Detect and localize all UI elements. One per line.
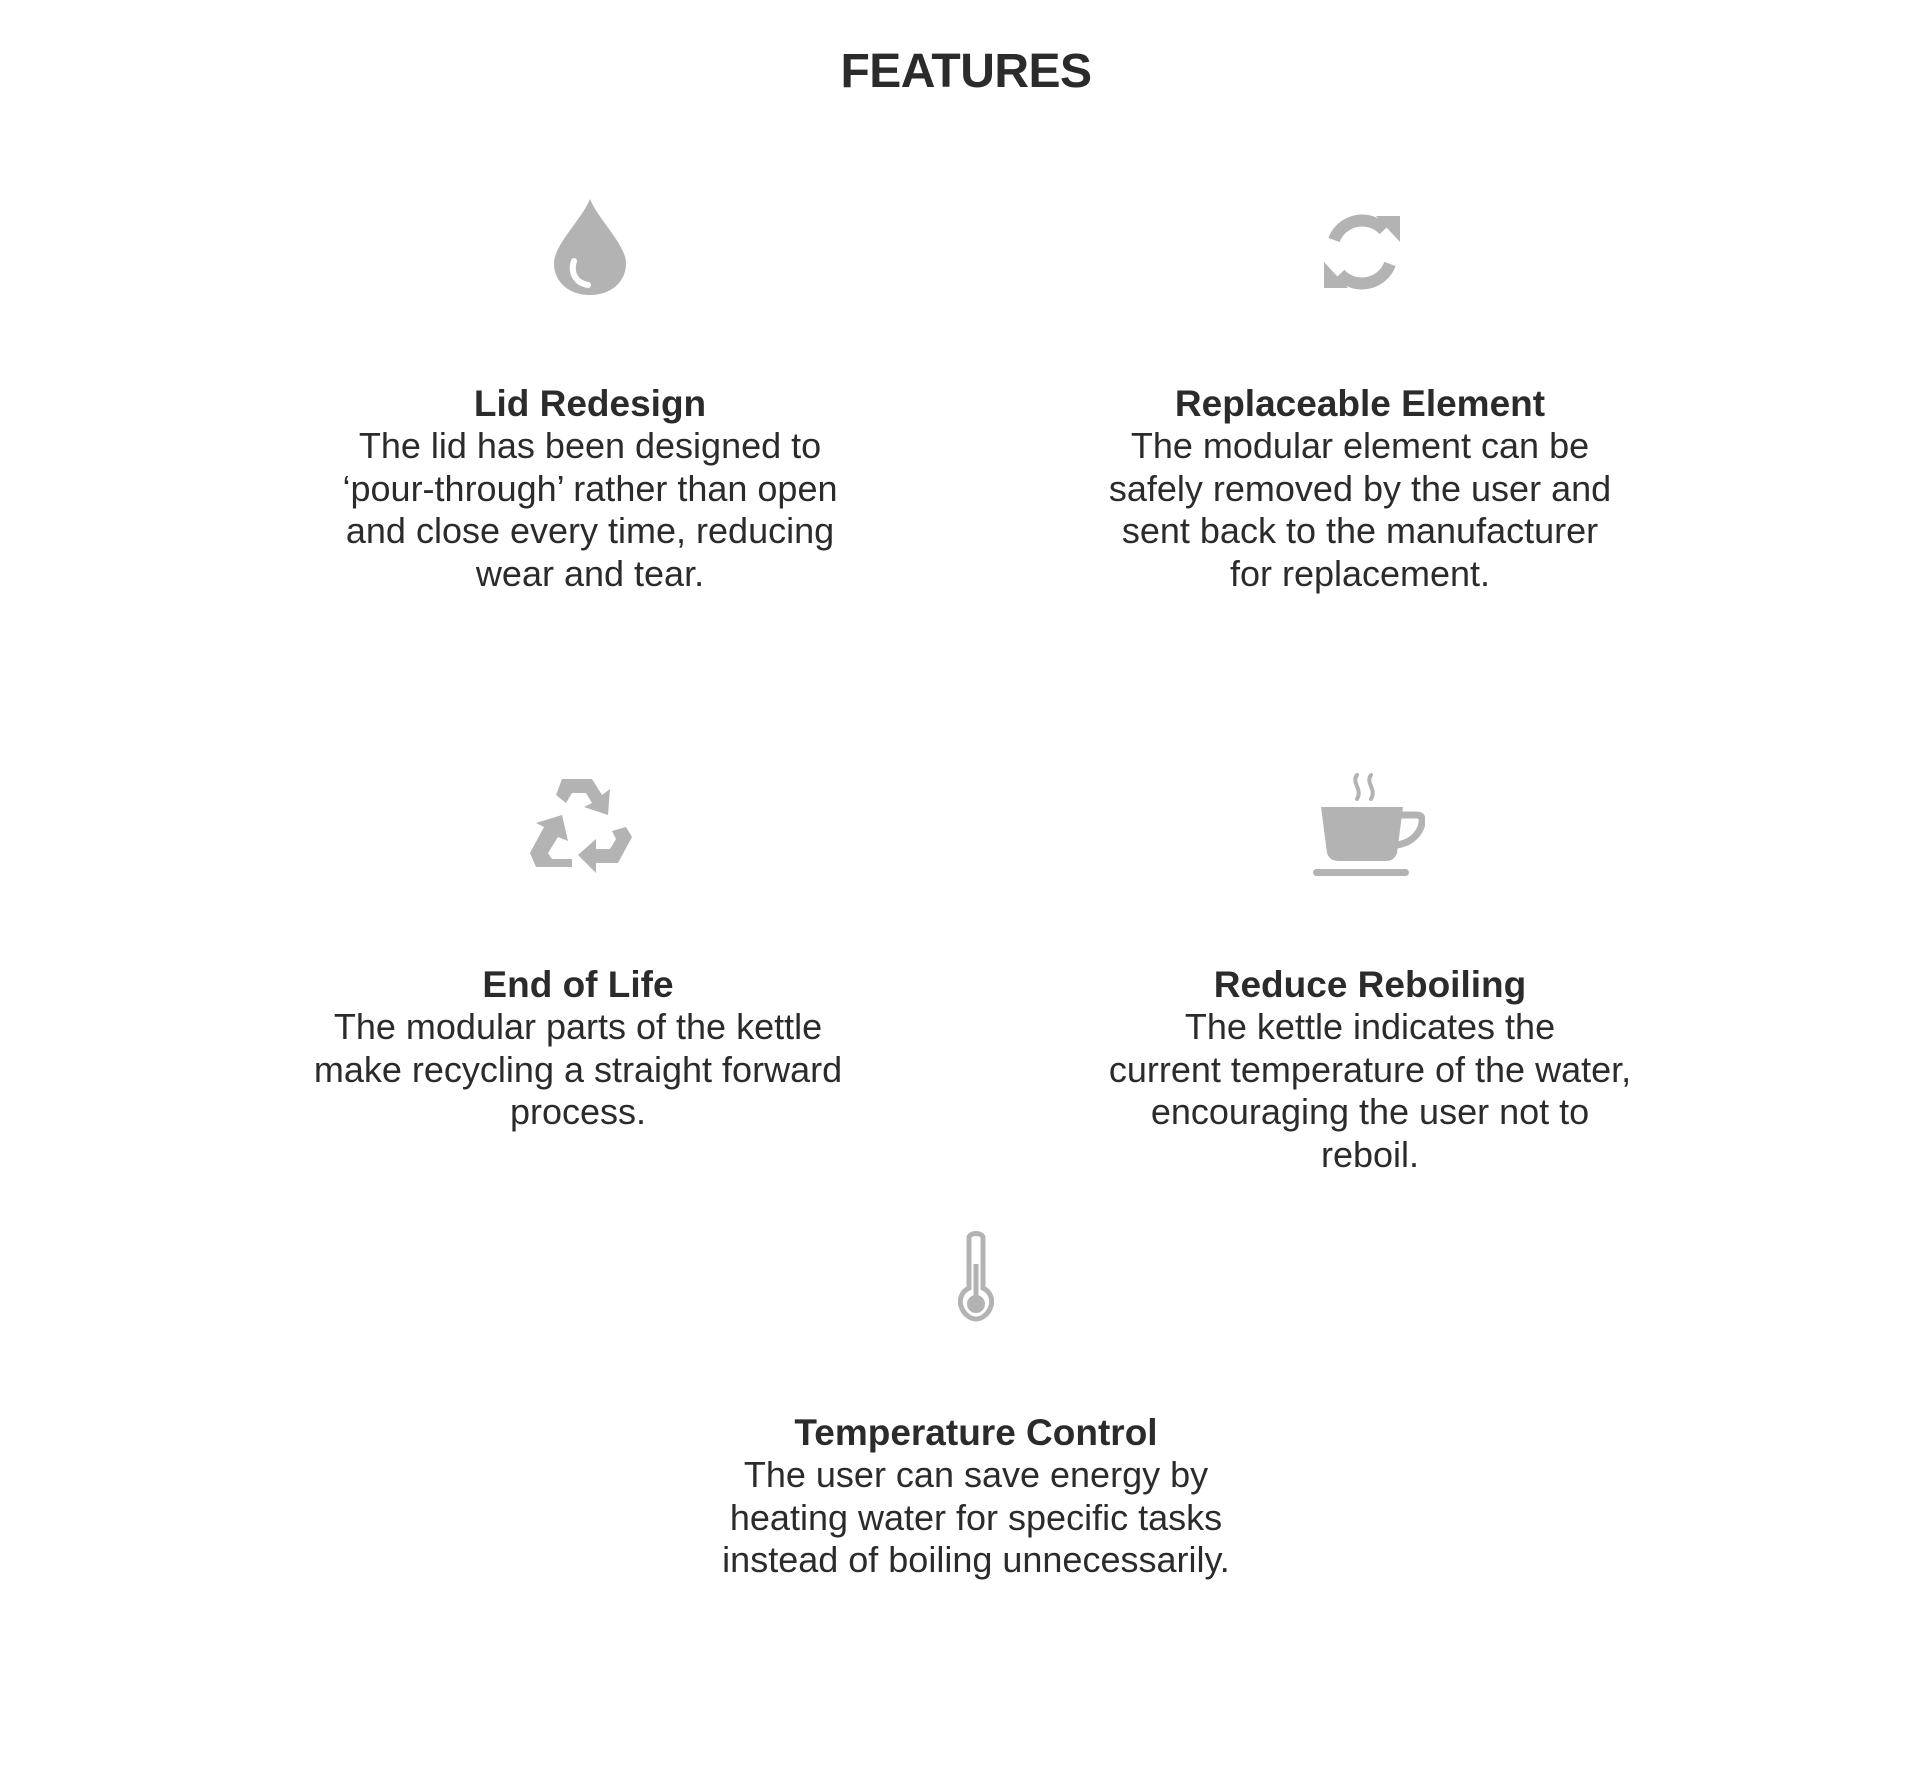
description-line: The modular parts of the kettle bbox=[333, 1006, 823, 1047]
feature-replaceable-element bbox=[1060, 190, 1660, 610]
description-line: for replacement. bbox=[1229, 552, 1491, 594]
description-line: The kettle indicates the bbox=[1184, 1006, 1556, 1047]
description-line: and close every time, reducing bbox=[345, 510, 835, 551]
description-line: The modular element can be bbox=[1130, 425, 1590, 466]
feature-lid-redesign bbox=[290, 190, 890, 610]
feature-title: Temperature Control bbox=[794, 1412, 1158, 1453]
feature-text bbox=[1070, 963, 1670, 1176]
feature-description bbox=[1070, 1006, 1670, 1176]
description-line: heating water for specific tasks bbox=[729, 1496, 1223, 1538]
feature-description bbox=[1060, 425, 1660, 595]
feature-title: Replaceable Element bbox=[1174, 383, 1546, 424]
feature-description bbox=[278, 1006, 878, 1134]
description-line: safely removed by the user and bbox=[1108, 467, 1612, 509]
feature-title: Lid Redesign bbox=[473, 383, 707, 424]
feature-text bbox=[278, 963, 878, 1134]
description-line: current temperature of the water, bbox=[1108, 1048, 1632, 1090]
feature-description bbox=[676, 1454, 1276, 1582]
feature-text bbox=[1060, 382, 1660, 595]
feature-title: End of Life bbox=[482, 964, 674, 1005]
feature-title: Reduce Reboiling bbox=[1213, 964, 1527, 1005]
feature-text bbox=[676, 1411, 1276, 1582]
feature-end-of-life bbox=[278, 770, 878, 1150]
description-line: process. bbox=[509, 1091, 647, 1132]
feature-description bbox=[290, 425, 890, 595]
refresh-arrows-icon bbox=[1322, 210, 1402, 294]
feature-reduce-reboiling bbox=[1070, 770, 1670, 1190]
description-line: The lid has been designed to bbox=[358, 425, 822, 466]
description-line: wear and tear. bbox=[475, 552, 705, 594]
feature-text bbox=[290, 382, 890, 595]
description-line: The user can save energy by bbox=[743, 1454, 1209, 1495]
thermometer-icon bbox=[958, 1230, 994, 1322]
recycle-icon bbox=[528, 775, 634, 875]
page-title: FEATURES bbox=[840, 45, 1092, 98]
description-line: make recycling a straight forward bbox=[313, 1048, 843, 1090]
description-line: encouraging the user not to bbox=[1150, 1091, 1590, 1132]
description-line: sent back to the manufacturer bbox=[1121, 510, 1599, 551]
description-line: ‘pour-through’ rather than open bbox=[342, 467, 838, 509]
description-line: instead of boiling unnecessarily. bbox=[722, 1539, 1230, 1580]
hot-cup-icon bbox=[1313, 769, 1425, 881]
feature-temperature-control bbox=[676, 1220, 1276, 1600]
water-drop-icon bbox=[552, 197, 628, 297]
description-line: reboil. bbox=[1320, 1133, 1420, 1175]
